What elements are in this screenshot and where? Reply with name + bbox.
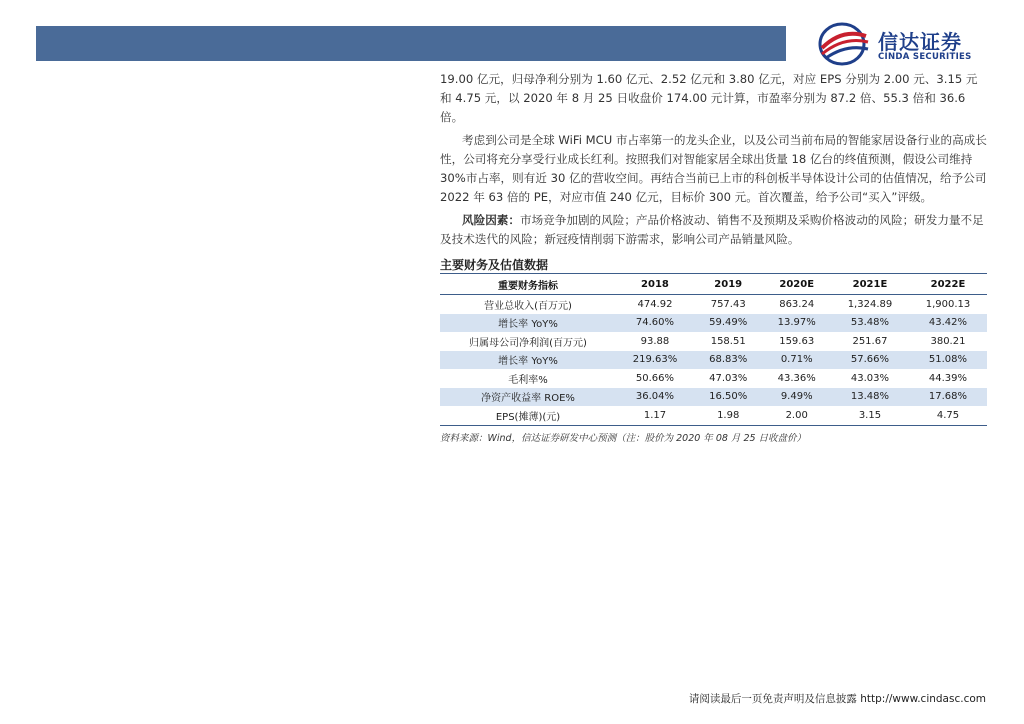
table-cell: EPS(摊薄)(元) [495,411,561,423]
table-cell: 毛利率% [508,374,548,386]
table-cell: 159.63 [779,335,815,347]
risk-paragraph [440,211,988,249]
footer-disclaimer: 请阅读最后一页免责声明及信息披露 http://www.cindasc.com [688,693,986,705]
forecast-paragraph: 19.00 亿元，归母净利分别为 1.60 亿元、2.52 亿元和 3.80 亿元，对应 EPS 分别为 2.00 元、3.15 元和 4.75 元，以 2020 年 8 月 25 日收盘价 174.00 元计算，市盈率分别为 87.2 倍、55.3 倍和 36.6 倍。 [440,72,978,124]
table-cell: 68.83% [694,351,763,370]
table-cell: 863.24 [779,298,815,310]
table-row [440,332,987,351]
table-row [440,406,987,425]
table-cell: 1,324.89 [847,298,893,310]
cinda-logo [816,22,996,66]
table-cell: 增长率 YoY% [440,314,616,333]
table-title: 主要财务及估值数据 [440,258,549,272]
table-cell: 219.63% [616,351,694,370]
table-cell: 757.43 [710,298,746,310]
table-cell: 营业总收入(百万元) [484,300,572,312]
table-cell: 17.68% [909,388,987,407]
table-cell: 380.21 [930,335,966,347]
logo-english-name: CINDA SECURITIES [878,52,972,62]
risk-title: 风险因素： [462,213,520,227]
table-cell: 1.17 [643,409,667,421]
valuation-paragraph: 考虑到公司是全球 WiFi MCU 市占率第一的龙头企业，以及公司当前布局的智能家居设备行业的高成长性，公司将充分享受行业成长红利。按照我们对智能家居全球出货量 18 亿台的终值预测，假设公司维持 30%市占率，则有近 30 亿的营收空间。再结合当前已上市的科创板半导体设计公司的估值情况，给予公司 2022 年 63 倍的 PE，对应市值 240 亿元，目标价 300 元。首次覆盖，给予公司“买入”评级。 [440,133,987,204]
table-cell: 13.97% [762,314,831,333]
table-cell: 59.49% [694,314,763,333]
table-cell: 57.66% [831,351,909,370]
risk-text: 市场竞争加剧的风险；产品价格波动、销售不及预期及采购价格波动的风险；研发力量不足及技术迭代的风险；新冠疫情削弱下游需求，影响公司产品销量风险。 [440,213,984,246]
table-cell: 53.48% [831,314,909,333]
table-cell: 51.08% [909,351,987,370]
table-header-cell: 2021E [831,274,909,295]
data-source-note: 资料来源：Wind，信达证券研发中心预测（注：股价为 2020 年 08 月 25 日收盘价） [440,433,807,444]
table-header-row [440,274,987,295]
table-cell: 93.88 [640,335,670,347]
table-cell: 36.04% [616,388,694,407]
table-cell: 47.03% [709,372,748,384]
table-header-cell: 2022E [909,274,987,295]
table-cell: 2.00 [785,409,808,421]
logo-chinese-name: 信达证券 [878,30,962,54]
table-cell: 增长率 YoY% [440,351,616,370]
table-cell: 251.67 [852,335,888,347]
report-body [440,70,988,253]
financial-table [440,273,987,426]
table-cell: 50.66% [635,372,675,384]
table-row [440,314,987,333]
table-header-cell: 2020E [762,274,831,295]
table-cell: 1.98 [717,409,740,421]
table-cell: 43.36% [777,372,816,384]
table-row [440,369,987,388]
table-cell: 9.49% [762,388,831,407]
table-cell: 0.71% [762,351,831,370]
table-cell: 474.92 [637,298,673,310]
table-cell: 74.60% [616,314,694,333]
table-row [440,351,987,370]
table-cell: 归属母公司净利润(百万元) [469,337,587,349]
table-cell: 13.48% [831,388,909,407]
table-cell: 1,900.13 [925,298,971,310]
cinda-globe-icon [816,22,872,66]
table-header-cell: 2019 [694,274,763,295]
table-cell: 158.51 [710,335,746,347]
table-row [440,295,987,314]
table-cell: 16.50% [694,388,763,407]
table-header-cell: 重要财务指标 [440,274,616,295]
table-cell: 3.15 [858,409,882,421]
table-cell: 43.42% [909,314,987,333]
table-cell: 净资产收益率 ROE% [440,388,616,407]
table-row [440,388,987,407]
table-cell: 4.75 [936,409,960,421]
table-cell: 43.03% [850,372,890,384]
table-cell: 44.39% [928,372,968,384]
table-header-cell: 2018 [616,274,694,295]
header-bar [36,26,786,61]
